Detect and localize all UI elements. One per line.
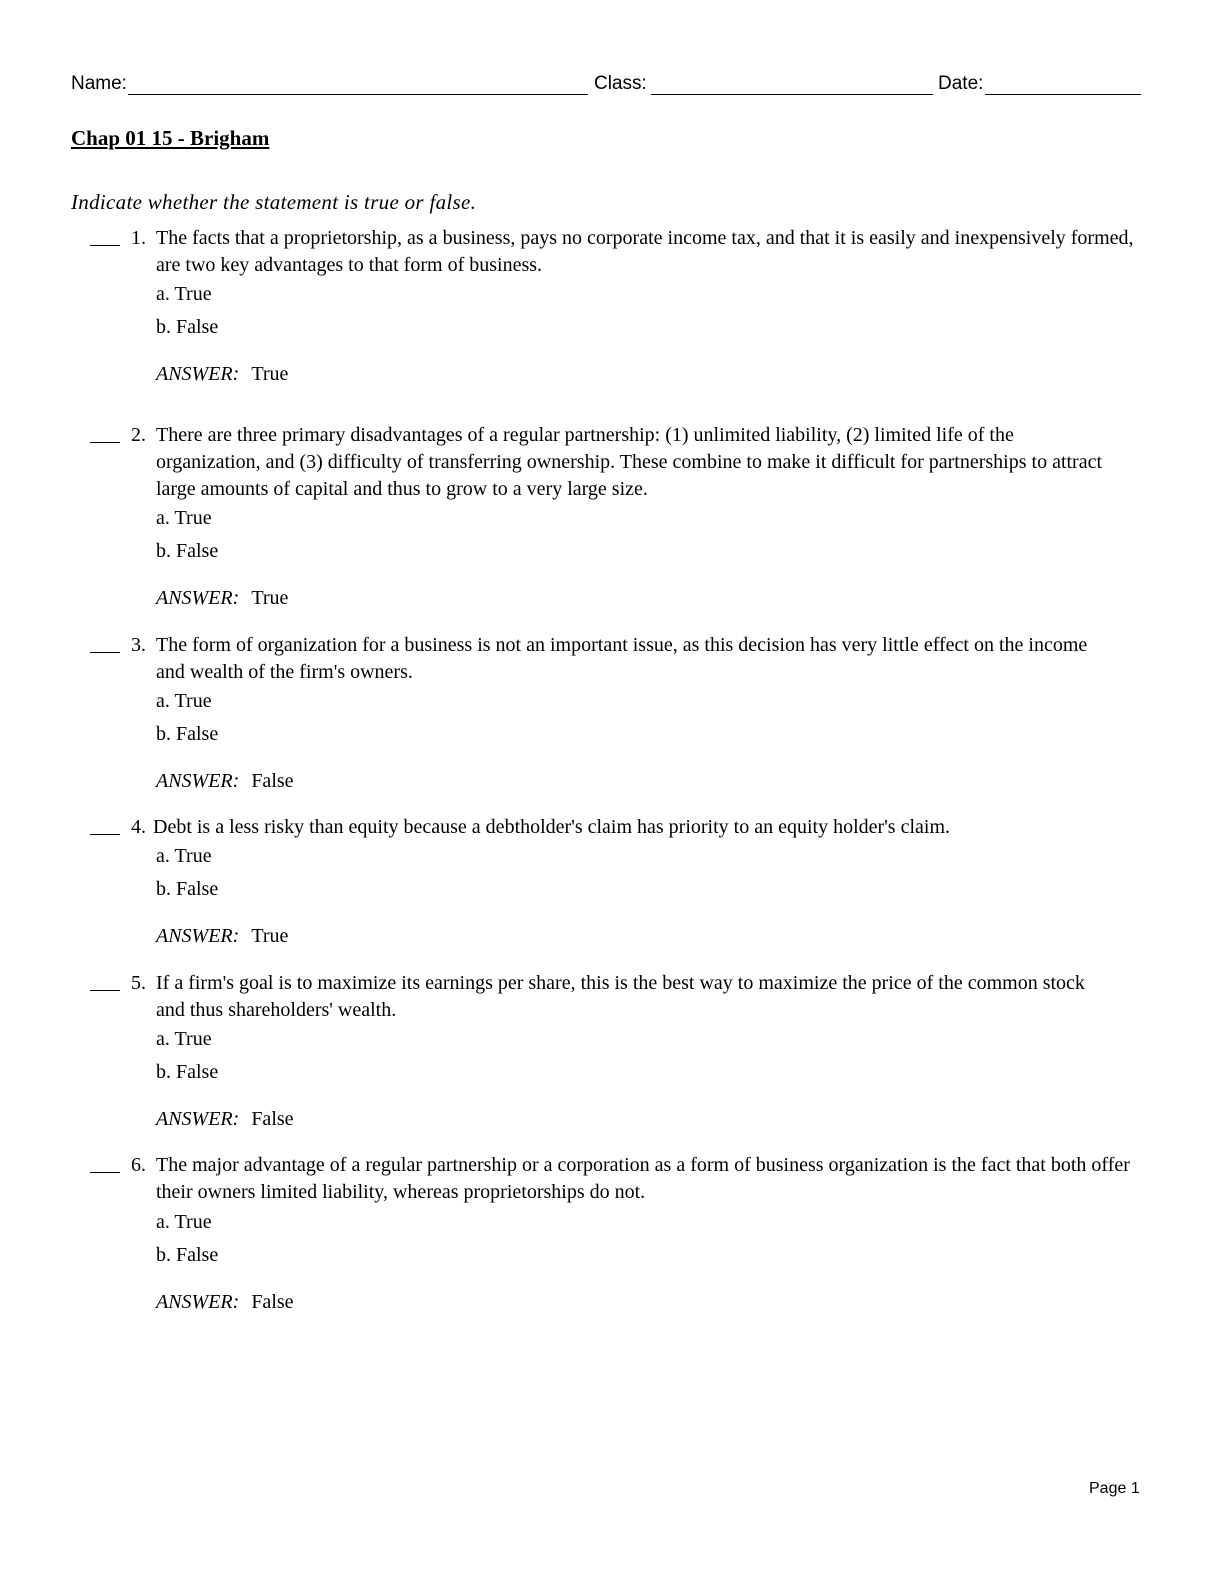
date-field[interactable]	[985, 94, 1141, 95]
question-number: 5.	[131, 972, 146, 994]
option-false: b. False	[156, 1244, 219, 1266]
answer-line	[156, 923, 288, 950]
answer-line	[156, 1289, 294, 1316]
answer-label: ANSWER:	[156, 363, 240, 385]
answer-line	[156, 585, 288, 612]
answer-line	[156, 1106, 294, 1133]
question-number: 2.	[131, 424, 146, 446]
answer-blank[interactable]	[90, 1152, 120, 1173]
date-label: Date:	[938, 73, 984, 94]
question-text: The facts that a proprietorship, as a business, pays no corporate income tax, and that it is easily and inexpensively formed, are two key advantages to that form of business.	[156, 227, 1134, 276]
question-text: The form of organization for a business is not an important issue, as this decision has very little effect on the income and wealth of the firm's owners.	[156, 634, 1088, 683]
answer-label: ANSWER:	[156, 1291, 240, 1313]
answer-blank[interactable]	[90, 225, 120, 246]
option-false: b. False	[156, 878, 219, 900]
answer-label: ANSWER:	[156, 770, 240, 792]
name-label: Name:	[71, 73, 127, 94]
option-false: b. False	[156, 540, 219, 562]
instructions-text: Indicate whether the statement is true or false.	[71, 190, 477, 214]
option-true: a. True	[156, 1028, 212, 1050]
answer-blank[interactable]	[90, 970, 120, 991]
question-number: 6.	[131, 1154, 146, 1176]
answer-value: True	[251, 587, 289, 609]
answer-value: False	[251, 1108, 294, 1130]
option-false: b. False	[156, 316, 219, 338]
answer-value: True	[251, 363, 289, 385]
class-field[interactable]	[651, 94, 933, 95]
question-text: If a firm's goal is to maximize its earnings per share, this is the best way to maximize the price of the common stock and thus shareholders' wealth.	[156, 972, 1085, 1021]
question-text: Debt is a less risky than equity because a debtholder's claim has priority to an equity holder's claim.	[153, 816, 951, 838]
page-number: Page 1	[1089, 1480, 1140, 1497]
answer-blank[interactable]	[90, 632, 120, 653]
option-true: a. True	[156, 690, 212, 712]
class-label: Class:	[594, 73, 647, 94]
header-fields	[71, 72, 1141, 98]
answer-line	[156, 361, 288, 388]
answer-label: ANSWER:	[156, 1108, 240, 1130]
name-field[interactable]	[128, 94, 588, 95]
question-number: 4.	[131, 816, 146, 838]
question-text: There are three primary disadvantages of a regular partnership: (1) unlimited liability, (2) limited life of the organization, and (3) difficulty of transferring ownership. These combine to make it difficult for partnerships to attract large amounts of capital and thus to grow to a very large size.	[156, 424, 1103, 500]
document-title: Chap 01 15 - Brigham	[71, 126, 270, 150]
answer-label: ANSWER:	[156, 587, 240, 609]
question-text: The major advantage of a regular partnership or a corporation as a form of business organization is the fact that both offer their owners limited liability, whereas proprietorships do not.	[156, 1154, 1130, 1203]
question-number: 3.	[131, 634, 146, 656]
answer-label: ANSWER:	[156, 925, 240, 947]
option-true: a. True	[156, 845, 212, 867]
option-true: a. True	[156, 1211, 212, 1233]
answer-value: False	[251, 770, 294, 792]
question-number: 1.	[131, 227, 146, 249]
option-false: b. False	[156, 723, 219, 745]
option-false: b. False	[156, 1061, 219, 1083]
answer-blank[interactable]	[90, 422, 120, 443]
answer-blank[interactable]	[90, 814, 120, 835]
option-true: a. True	[156, 507, 212, 529]
answer-line	[156, 768, 294, 795]
answer-value: True	[251, 925, 289, 947]
option-true: a. True	[156, 283, 212, 305]
answer-value: False	[251, 1291, 294, 1313]
